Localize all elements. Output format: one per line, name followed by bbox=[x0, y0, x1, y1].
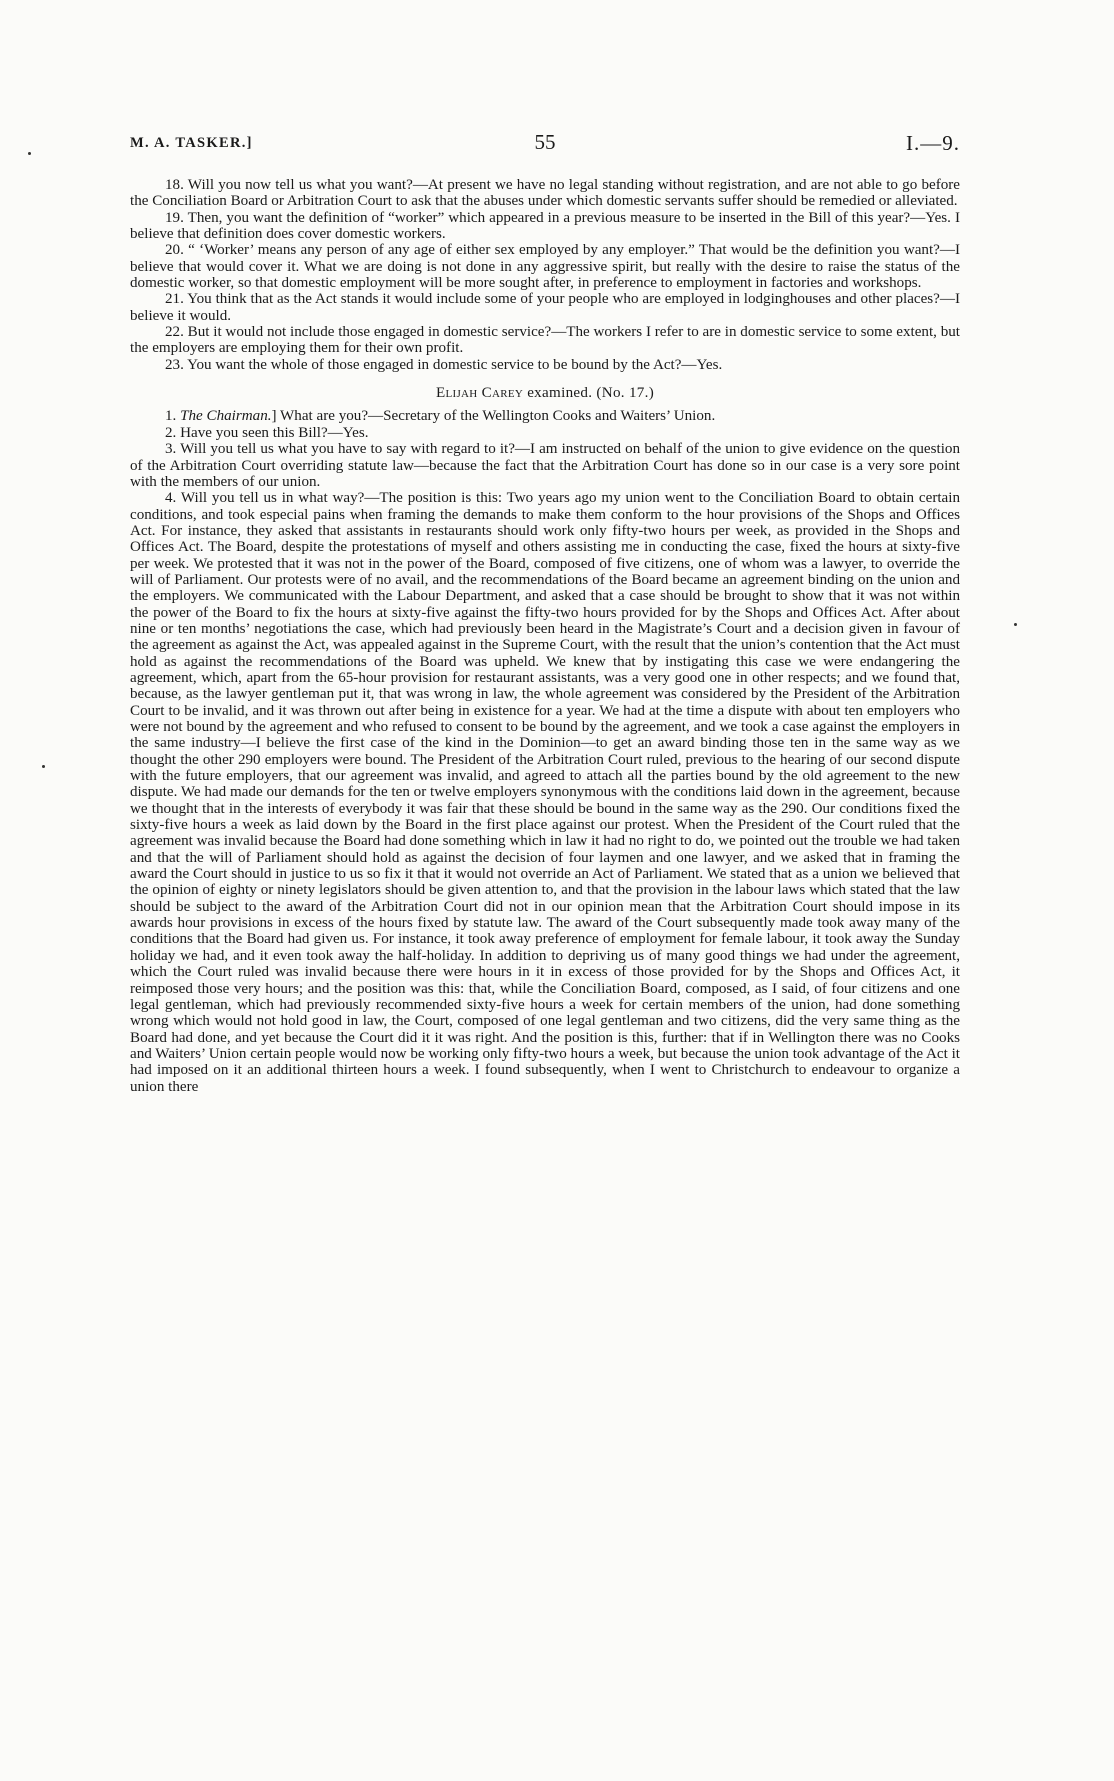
question-1 bbox=[130, 408, 960, 424]
question-22: 22. But it would not include those engaged in domestic service?—The workers I refer to are in domestic service to some extent, but the employers are employing them for their own profit. bbox=[130, 324, 960, 357]
question-23: 23. You want the whole of those engaged in domestic service to be bound by the Act?—Yes. bbox=[165, 356, 723, 373]
margin-speck bbox=[42, 765, 45, 768]
witness-name: Elijah Carey bbox=[435, 385, 524, 402]
header-witness-name: M. A. TASKER.] bbox=[130, 135, 253, 151]
header-page-number: 55 bbox=[534, 130, 556, 154]
question-1-text: ] What are you?—Secretary of the Wellington Cooks and Waiters’ Union. bbox=[271, 408, 716, 425]
question-1-number: 1. bbox=[165, 408, 177, 425]
question-20: 20. “ ‘Worker’ means any person of any age of either sex employed by any employer.” That would be the definition you want?—I believe that would cover it. What we are doing is not done in any aggressive spirit, but really with the desire to raise the status of the domestic worker, so that domestic employment will be more sought after, in preference to employment in factories and workshops. bbox=[130, 242, 960, 292]
header-paper-reference: I.—9. bbox=[906, 131, 960, 155]
witness-heading bbox=[130, 385, 960, 401]
question-19: 19. Then, you want the definition of “worker” which appeared in a previous measure to be inserted in the Bill of this year?—Yes. I believe that definition does cover domestic workers. bbox=[130, 209, 960, 243]
question-2: 2. Have you seen this Bill?—Yes. bbox=[165, 424, 369, 441]
body-text bbox=[130, 177, 960, 1095]
witness-examined: examined. bbox=[527, 385, 593, 402]
question-4: 4. Will you tell us in what way?—The position is this: Two years ago my union went to the Conciliation Board to obtain certain conditions, and took especial pains when framing the demands to make them conform to the hour provisions of the Shops and Offices Act. For instance, they asked that assistants in restaurants should work only fifty-two hours per week, as provided in the Shops and Offices Act. The Board, despite the protestations of myself and others assisting me in conducting the case, fixed the hours at sixty-five per week. We protested that it was not in the power of the Board, composed of five citizens, one of whom was a lawyer, to override the will of Parliament. Our protests were of no avail, and the recommendations of the Board became an agreement binding on the union and the employers. We communicated with the Labour Department, and asked that a case should be brought to show that it was not within the power of the Board to fix the hours at sixty-five against the fifty-two hours provided for by the Shops and Offices Act. After about nine or ten months’ negotiations the case, which had previously been heard in the Magistrate’s Court and a decision given in favour of the agreement as against the Act, was appealed against in the Supreme Court, with the result that the union’s contention that the Act must hold as against the recommendations of the Board was upheld. We knew that by instigating this case we were endangering the agreement, which, apart from the 65-hour provision for restaurant assistants, was a very good one in other respects; and we found that, because, as the lawyer gentleman put it, that was wrong in law, the whole agreement was considered by the President of the Arbitration Court to be invalid, and it was thrown out after being in existence for a year. We had at the time a dispute with about ten employers who were not bound by the agreement and who refused to consent to be bound by the agreement, and we took a case against the employers in the same industry—I believe the first case of the kind in the Dominion—to get an award binding those ten in the same way as we thought the other 290 employers were bound. The President of the Arbitration Court ruled, previous to the hearing of our second dispute with the future employers, that our agreement was invalid, and agreed to attach all the parties bound by the old agreement to the new dispute. We had made our demands for the ten or twelve employers synonymous with the conditions laid down in the agreement, because we thought that in the interests of everybody it was fair that these should be bound in the same way as the 290. Our conditions fixed the sixty-five hours a week as laid down by the Board in the first place against our protest. When the President of the Court ruled that the agreement was invalid because the Board had done something which in law it had no right to do, we pointed out the trouble we had taken and that the will of Parliament should hold as against the decision of four laymen and one lawyer, and we asked that in framing the award the Court should in justice to us so fix it that it would not override an Act of Parliament. We stated that as a union we believed that the opinion of eighty or ninety legislators should be given attention to, and that the provision in the labour laws which stated that the law should be subject to the award of the Arbitration Court did not in our opinion mean that the Arbitration Court should impose in its awards hour provisions in excess of the hours fixed by statute law. The award of the Court subsequently made took away many of the conditions that the Board had given us. For instance, it took away preference of employment for female labour, it took away the Sunday holiday we had, and it even took away the half-holiday. In addition to depriving us of many good things we had under the agreement, which the Court ruled was invalid because there were hours in it in excess of those provided for by the Shops and Offices Act, it reimposed those very hours; and the position was this: that, while the Conciliation Board, composed, as I said, of four citizens and one legal gentleman, which had previously recommended sixty-five hours a week for certain members of the union, had done something wrong which would not hold good in law, the Court, composed of one legal gentleman and two citizens, did the very same thing as the Board had done, and yet because the Court did it it was right. And the position is this, further: that if in Wellington there was no Cooks and Waiters’ Union certain people would now be working only fifty-two hours a week, but because the union took advantage of the Act it had imposed on it an additional thirteen hours a week. I found subsequently, when I went to Christchurch to endeavour to organize a union there bbox=[130, 490, 960, 1095]
question-1-speaker: The Chairman. bbox=[180, 408, 272, 425]
witness-number: (No. 17.) bbox=[596, 385, 655, 402]
question-18: 18. Will you now tell us what you want?—At present we have no legal standing without registration, and are not able to go before the Conciliation Board or Arbitration Court to ask that the abuses under which domestic servants suffer should be remedied or alleviated. bbox=[130, 177, 960, 210]
page-header bbox=[130, 130, 960, 159]
margin-speck bbox=[1014, 623, 1017, 626]
question-3: 3. Will you tell us what you have to say with regard to it?—I am instructed on behalf of the union to give evidence on the question of the Arbitration Court overriding statute law—because the fact that the Arbitration Court has done so in our case is a very sore point with the members of our union. bbox=[130, 441, 960, 490]
margin-speck bbox=[28, 152, 31, 155]
question-21: 21. You think that as the Act stands it would include some of your people who are employed in lodginghouses and other places?—I believe it would. bbox=[130, 291, 960, 324]
